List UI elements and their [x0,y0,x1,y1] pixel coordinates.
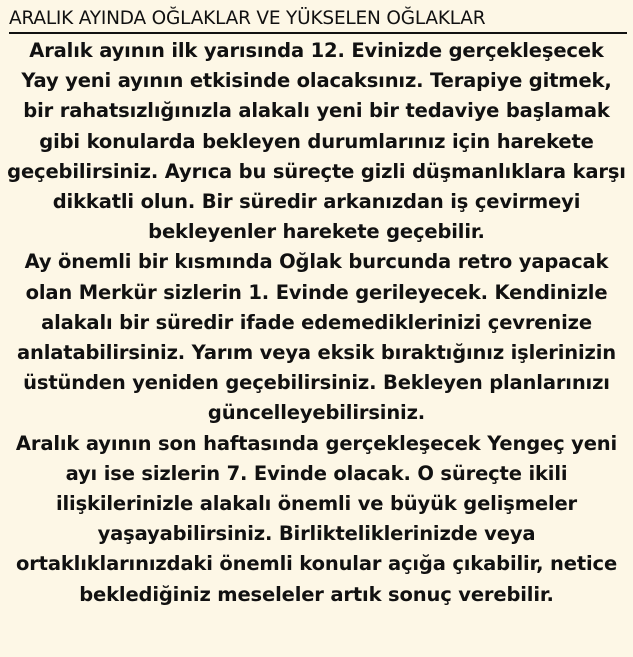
text-line: bekleyenler harekete geçebilir. [148,220,485,244]
text-line: ilişkilerinizle alakalı önemli ve büyük gelişmeler [55,492,578,516]
text-line: dikkatli olun. Bir süredir arkanızdan iş çevirmeyi [52,190,581,214]
text-line: Yay yeni ayının etkisinde olacaksınız. Terapiye gitmek, [21,69,612,93]
text-line: güncelleyebilirsiniz. [207,401,426,425]
text-line: Aralık ayının son haftasında gerçekleşecek Yengeç yeni [15,431,618,455]
text-line: anlatabilirsiniz. Yarım veya eksik bıraktığınız işlerinizin [16,341,616,365]
body-text [6,36,627,610]
text-line: üstünden yeniden geçebilirsiniz. Bekleyen planlarınızı [23,371,610,395]
text-line: Ay önemli bir kısmında Oğlak burcunda retro yapacak [24,250,609,274]
text-line: Aralık ayının ilk yarısında 12. Evinizde gerçekleşecek [29,39,604,62]
page-title: ARALIK AYINDA OĞLAKLAR VE YÜKSELEN OĞLAKLAR [9,8,486,29]
text-line: bir rahatsızlığınızla alakalı yeni bir tedaviye başlamak [23,99,610,123]
text-line: geçebilirsiniz. Ayrıca bu süreçte gizli düşmanlıklara karşı [7,159,626,183]
title-underline [9,32,627,34]
text-line: ortaklıklarınızdaki önemli konular açığa çıkabilir, netice [15,552,618,576]
text-line: alakalı bir süredir ifade edemediklerinizi çevrenize [41,310,592,334]
text-line: yaşayabilirsiniz. Birlikteliklerinizde veya [97,522,536,546]
text-line: olan Merkür sizlerin 1. Evinde gerileyecek. Kendinizle [25,280,608,304]
text-line: beklediğiniz meseleler artık sonuç verebilir. [79,582,554,606]
text-line: gibi konularda bekleyen durumlarınız için harekete [39,129,594,153]
text-line: ayı ise sizlerin 7. Evinde olacak. O süreçte ikili [65,461,568,485]
